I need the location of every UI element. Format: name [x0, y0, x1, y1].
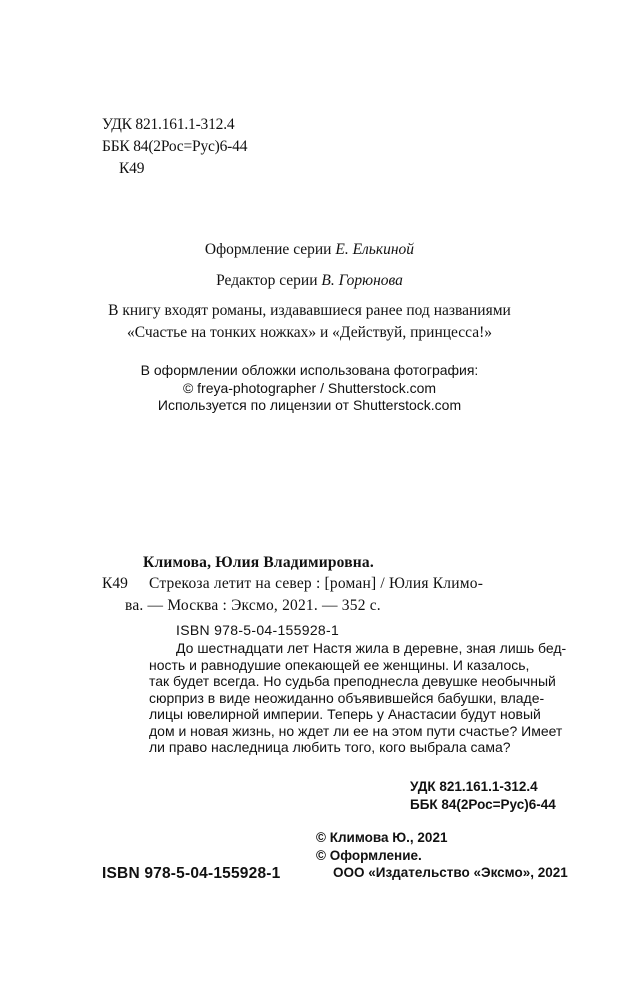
bbk-code: ББК 84(2Рос=Рус)6-44 — [102, 138, 248, 155]
annotation-line: ли право наследница любить того, кого выбрала сама? — [149, 739, 511, 755]
series-design-credit — [0, 241, 619, 259]
copyright-block — [316, 829, 568, 882]
cover-photo-credit — [0, 362, 619, 415]
copyright-author: © Климова Ю., 2021 — [316, 830, 448, 845]
photo-credit-line: В оформлении обложки использована фотография: — [140, 362, 479, 378]
catalog-author: Климова, Юлия Владимировна. — [143, 554, 374, 571]
annotation-line: До шестнадцати лет Настя жила в деревне, зная лишь бед- — [176, 640, 567, 656]
photo-credit-line: © freya-photographer / Shutterstock.com — [182, 379, 437, 396]
annotation-line: так будет всегда. Но судьба преподнесла девушке необычный — [149, 673, 556, 689]
classification-codes-top — [102, 114, 247, 180]
annotation-line: дом и новая жизнь, но ждет ли ее на этом пути счастье? Имеет — [149, 722, 563, 739]
series-editor-name: В. Горюнова — [321, 272, 403, 289]
author-mark: К49 — [119, 160, 145, 177]
previous-titles-line: «Счастье на тонких ножках» и «Действуй, принцесса!» — [126, 324, 493, 341]
udk-code: УДК 821.161.1-312.4 — [102, 116, 235, 133]
isbn-bottom: ISBN 978-5-04-155928-1 — [102, 865, 281, 882]
catalog-isbn: ISBN 978-5-04-155928-1 — [176, 622, 340, 638]
annotation-line: сюрприз в виде неожиданно объявившейся бабушки, владе- — [149, 689, 545, 706]
series-designer-name: Е. Елькиной — [335, 241, 415, 258]
catalog-title-line: Стрекоза летит на север : [роман] / Юлия Климо- — [149, 575, 484, 592]
bbk-code: ББК 84(2Рос=Рус)6-44 — [410, 796, 556, 812]
previous-titles-note — [0, 300, 619, 344]
catalog-author-mark: К49 — [102, 575, 128, 592]
classification-codes-bottom — [410, 778, 556, 813]
series-editor-label: Редактор серии — [216, 272, 322, 289]
series-editor-credit — [0, 272, 619, 290]
photo-credit-line: Используется по лицензии от Shutterstock.com — [157, 397, 462, 413]
copyright-publisher: ООО «Издательство «Эксмо», 2021 — [333, 865, 568, 880]
previous-titles-line: В книгу входят романы, издававшиеся ранее под названиями — [108, 302, 511, 319]
copyright-design: © Оформление. — [316, 847, 422, 863]
book-annotation — [149, 640, 566, 756]
annotation-line: ность и равнодушие опекающей ее женщины. И казалось, — [149, 656, 530, 673]
udk-code: УДК 821.161.1-312.4 — [410, 779, 538, 794]
series-design-label: Оформление серии — [204, 241, 336, 258]
catalog-title-line: ва. — Москва : Эксмо, 2021. — 352 с. — [125, 597, 381, 614]
annotation-line: лицы ювелирной империи. Теперь у Анастасии будут новый — [149, 706, 541, 722]
